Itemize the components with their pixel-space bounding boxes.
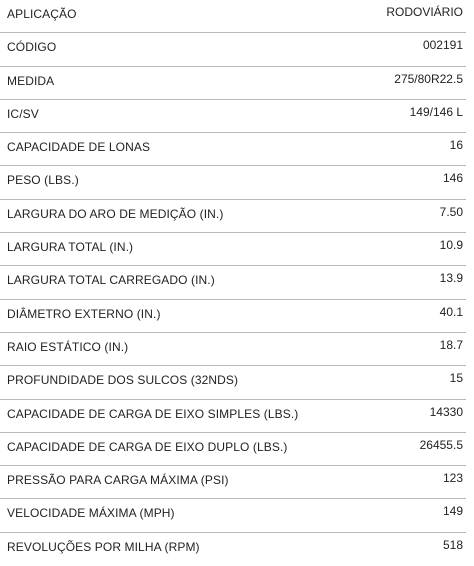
spec-row-capacidade-de-lonas	[0, 133, 466, 166]
spec-label: LARGURA TOTAL CARREGADO (IN.)	[7, 273, 215, 288]
spec-label: APLICAÇÃO	[7, 7, 77, 21]
spec-label: CAPACIDADE DE LONAS	[7, 140, 151, 155]
spec-value: 18.7	[439, 337, 463, 352]
spec-label: DIÂMETRO EXTERNO (IN.)	[7, 306, 161, 321]
spec-row-aplicacao	[0, 0, 466, 33]
spec-row-velocidade-maxima	[0, 499, 466, 532]
spec-value: RODOVIÁRIO	[386, 5, 463, 19]
spec-label: LARGURA TOTAL (IN.)	[7, 240, 134, 255]
spec-row-revolucoes-por-milha	[0, 533, 466, 566]
spec-label: CÓDIGO	[7, 40, 57, 55]
spec-row-largura-total	[0, 233, 466, 266]
spec-row-diametro-externo	[0, 300, 466, 333]
spec-row-ic-sv	[0, 100, 466, 133]
spec-value: 13.9	[439, 271, 463, 286]
spec-label: CAPACIDADE DE CARGA DE EIXO SIMPLES (LBS.)	[7, 406, 299, 421]
spec-row-raio-estatico	[0, 333, 466, 366]
spec-value: 002191	[422, 38, 463, 53]
spec-value: 40.1	[439, 304, 463, 319]
spec-label: PRESSÃO PARA CARGA MÁXIMA (PSI)	[7, 473, 229, 488]
spec-label: RAIO ESTÁTICO (IN.)	[7, 339, 129, 354]
spec-row-profundidade-dos-sulcos	[0, 366, 466, 399]
spec-value: 123	[442, 471, 463, 486]
spec-value: 16	[449, 138, 463, 153]
spec-row-peso	[0, 166, 466, 199]
spec-value: 7.50	[439, 204, 463, 219]
spec-value: 149/146 L	[409, 104, 463, 119]
spec-value: 275/80R22.5	[394, 71, 463, 86]
spec-row-pressao-carga-maxima	[0, 466, 466, 499]
spec-row-carga-eixo-duplo	[0, 433, 466, 466]
spec-row-largura-do-aro	[0, 200, 466, 233]
spec-value: 14330	[429, 404, 463, 419]
spec-value: 15	[449, 371, 463, 386]
spec-label: MEDIDA	[7, 73, 55, 88]
spec-label: REVOLUÇÕES POR MILHA (RPM)	[7, 539, 200, 554]
spec-value: 146	[442, 171, 463, 186]
spec-label: PESO (LBS.)	[7, 173, 79, 188]
spec-value: 149	[442, 504, 463, 519]
spec-label: LARGURA DO ARO DE MEDIÇÃO (IN.)	[7, 206, 224, 221]
spec-row-carga-eixo-simples	[0, 400, 466, 433]
spec-value: 518	[442, 537, 463, 552]
spec-row-medida	[0, 67, 466, 100]
spec-label: VELOCIDADE MÁXIMA (MPH)	[7, 506, 175, 521]
spec-row-codigo	[0, 33, 466, 66]
spec-label: PROFUNDIDADE DOS SULCOS (32NDS)	[7, 373, 239, 388]
spec-label: CAPACIDADE DE CARGA DE EIXO DUPLO (LBS.)	[7, 439, 288, 454]
spec-value: 26455.5	[419, 437, 463, 452]
spec-value: 10.9	[439, 238, 463, 253]
spec-label: IC/SV	[7, 106, 39, 121]
spec-row-largura-total-carregado	[0, 266, 466, 299]
